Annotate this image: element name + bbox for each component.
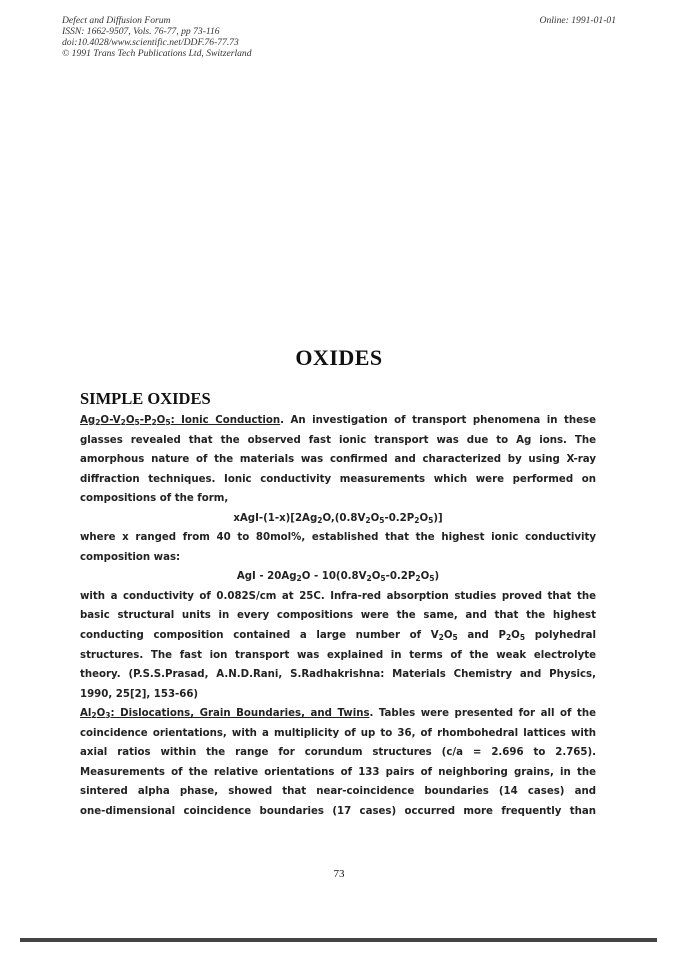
formula-composition: xAgI-$(1-x)[2Ag_2O,(0.8V_2O_5-0.2P_2O_5)]$ [233,512,443,525]
paragraph-line: $Ag_2O-V_2O_5-P_2O_5$: Ionic Conduction. An investigation of transport phenomena in these [80,415,596,427]
journal-name: Defect and Diffusion Forum [62,15,171,26]
journal-header [62,15,252,59]
entry-heading-al2o3: $Al_2O_3$: Dislocations, Grain Boundaries, and Twins [80,708,370,721]
entry-heading-ag2o-v2o5-p2o5: $Ag_2O-V_2O_5-P_2O_5$: Ionic Conduction [80,415,281,427]
paragraph-line: Measurements of the relative orientations of 133 pairs of neighboring grains, in the [80,766,596,778]
paragraph-line: with a conductivity of 0.082S/cm at 25C. Infra-red absorption studies proved that the [80,590,596,602]
section-title: OXIDES [295,345,383,370]
paragraph-line: where x ranged from 40 to 80mol%, established that the highest ionic conductivity [80,532,596,544]
paragraph-line: diffraction techniques. Ionic conductivity measurements which were performed on [80,473,596,485]
formula-optimal-composition: AgI - $20Ag_2O - 10(0.8V_2O_5-0.2P_2O_5)$ [236,571,440,584]
paragraph-line: glasses revealed that the observed fast ionic transport was due to Ag ions. The [80,434,596,446]
online-date: Online: 1991-01-01 [539,15,616,26]
issn-line: ISSN: 1662-9507, Vols. 76-77, pp 73-116 [62,26,220,37]
footer-rule [20,938,657,942]
paragraph-line: $Al_2O_3$: Dislocations, Grain Boundaries, and Twins. Tables were presented for all of the [80,708,596,721]
paragraph-line: structures. The fast ion transport was explained in terms of the weak electrolyte [80,649,596,661]
paragraph-line: axial ratios within the range for corundum structures (c/a = 2.696 to 2.765). [80,747,596,759]
paragraph-line: conducting composition contained a large number of $V_2O_5$ and $P_2O_5$ polyhedral [80,630,596,643]
article-body [80,411,596,821]
page-number: 73 [333,868,345,880]
paragraph-line: 1990, 25[2], 153-66) [80,688,199,700]
paragraph-line: composition was: [80,551,181,563]
paragraph-line: one-dimensional coincidence boundaries (17 cases) occurred more frequently than [80,805,596,817]
paragraph-line: coincidence orientations, with a multiplicity of up to 36, of rhombohedral lattices with [80,727,596,739]
subsection-title: SIMPLE OXIDES [80,389,211,408]
paragraph-line: theory. (P.S.S.Prasad, A.N.D.Rani, S.Radhakrishna: Materials Chemistry and Physics, [80,669,596,681]
doi-line: doi:10.4028/www.scientific.net/DDF.76-77.73 [62,37,239,48]
paragraph-line: basic structural units in every compositions were the same, and that the highest [80,610,596,622]
paragraph-line: amorphous nature of the materials was confirmed and characterized by using X-ray [80,454,596,466]
paragraph-line: sintered alpha phase, showed that near-coincidence boundaries (14 cases) and [80,786,596,798]
paragraph-line: compositions of the form, [80,493,229,505]
copyright-line: © 1991 Trans Tech Publications Ltd, Switzerland [62,48,252,59]
